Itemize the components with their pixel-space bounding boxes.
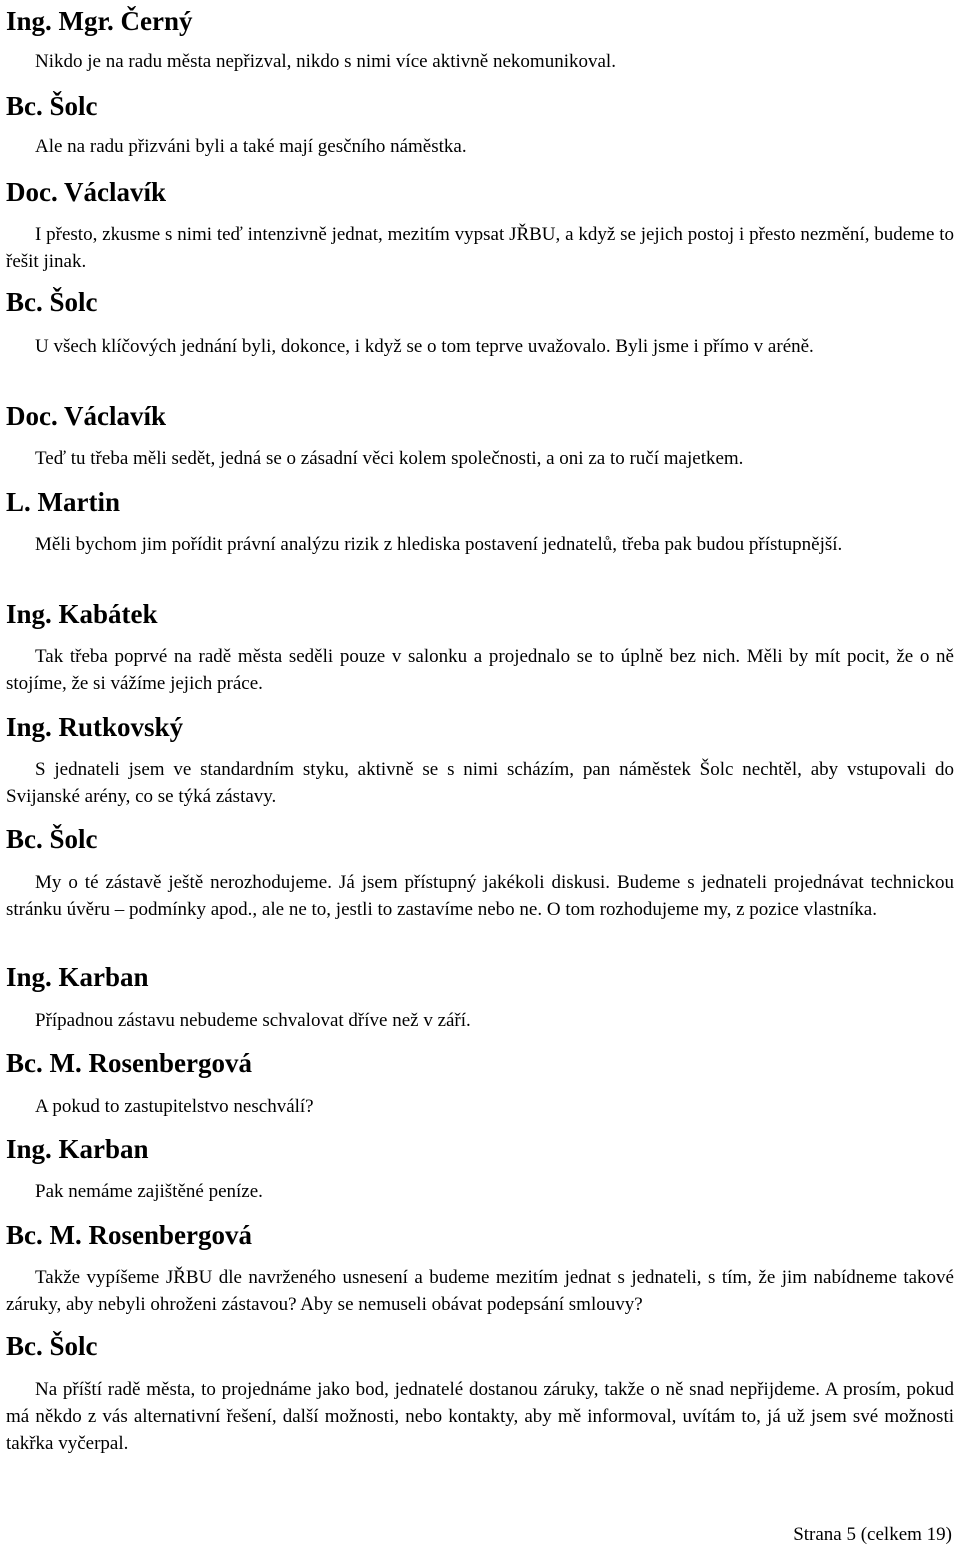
speech-paragraph: Měli bychom jim pořídit právní analýzu rizik z hlediska postavení jednatelů, třeba pak budou přístupnější.: [35, 534, 843, 555]
speaker-name: Bc. M. Rosenbergová: [6, 1220, 252, 1250]
speech-paragraph: S jednateli jsem ve standardním styku, aktivně se s nimi scházím, pan náměstek Šolc nechtěl, aby vstupovali do Svijanské arény, co se týká zástavy.: [6, 759, 954, 807]
speaker-name: Bc. Šolc: [6, 91, 98, 121]
speaker-name: Doc. Václavík: [6, 401, 166, 431]
speech-paragraph: Ale na radu přizváni byli a také mají gesčního náměstka.: [35, 136, 467, 157]
speech-paragraph: Tak třeba poprvé na radě města seděli pouze v salonku a projednalo se to úplně bez nich. Měli by mít pocit, že o ně stojíme, že si vážíme jejich práce.: [6, 646, 954, 694]
speech-paragraph: Pak nemáme zajištěné peníze.: [35, 1181, 263, 1202]
speech-paragraph: U všech klíčových jednání byli, dokonce, i když se o tom teprve uvažovalo. Byli jsme i přímo v aréně.: [35, 336, 814, 357]
page-number: Strana 5 (celkem 19): [793, 1524, 952, 1545]
speaker-name: Bc. M. Rosenbergová: [6, 1048, 252, 1078]
speaker-name: Doc. Václavík: [6, 177, 166, 207]
speech-paragraph: Nikdo je na radu města nepřizval, nikdo s nimi více aktivně nekomunikoval.: [35, 51, 616, 72]
speaker-name: Bc. Šolc: [6, 824, 98, 854]
speaker-name: Ing. Kabátek: [6, 599, 158, 629]
speech-paragraph: My o té zástavě ještě nerozhodujeme. Já jsem přístupný jakékoli diskusi. Budeme s jednateli projednávat technickou stránku úvěru – podmínky apod., ale ne to, jestli to zastavíme nebo ne. O tom rozhodujeme my, z pozice vlastníka.: [6, 872, 954, 920]
speech-paragraph: Na příští radě města, to projednáme jako bod, jednatelé dostanou záruky, takže o ně snad nepřijdeme. A prosím, pokud má někdo z vás alternativní řešení, další možnosti, nebo kontakty, aby mě informoval, uvítám to, já už jsem své možnosti takřka vyčerpal.: [6, 1379, 954, 1454]
speaker-name: Ing. Karban: [6, 1134, 149, 1164]
speaker-name: Ing. Karban: [6, 962, 149, 992]
speaker-name: Bc. Šolc: [6, 1331, 98, 1361]
speech-paragraph: Případnou zástavu nebudeme schvalovat dříve než v září.: [35, 1010, 471, 1031]
speech-paragraph: Teď tu třeba měli sedět, jedná se o zásadní věci kolem společnosti, a oni za to ručí majetkem.: [35, 448, 744, 469]
speech-paragraph: I přesto, zkusme s nimi teď intenzivně jednat, mezitím vypsat JŘBU, a když se jejich postoj i přesto nezmění, budeme to řešit jinak.: [6, 224, 954, 272]
speaker-name: L. Martin: [6, 487, 120, 517]
speaker-name: Bc. Šolc: [6, 287, 98, 317]
speech-paragraph: A pokud to zastupitelstvo neschválí?: [35, 1096, 314, 1117]
speaker-name: Ing. Rutkovský: [6, 712, 184, 742]
speaker-name: Ing. Mgr. Černý: [6, 6, 193, 36]
speech-paragraph: Takže vypíšeme JŘBU dle navrženého usnesení a budeme mezitím jednat s jednateli, s tím, že jim nabídneme takové záruky, aby nebyli ohroženi zástavou? Aby se nemuseli obávat podepsání smlouvy?: [6, 1267, 954, 1315]
